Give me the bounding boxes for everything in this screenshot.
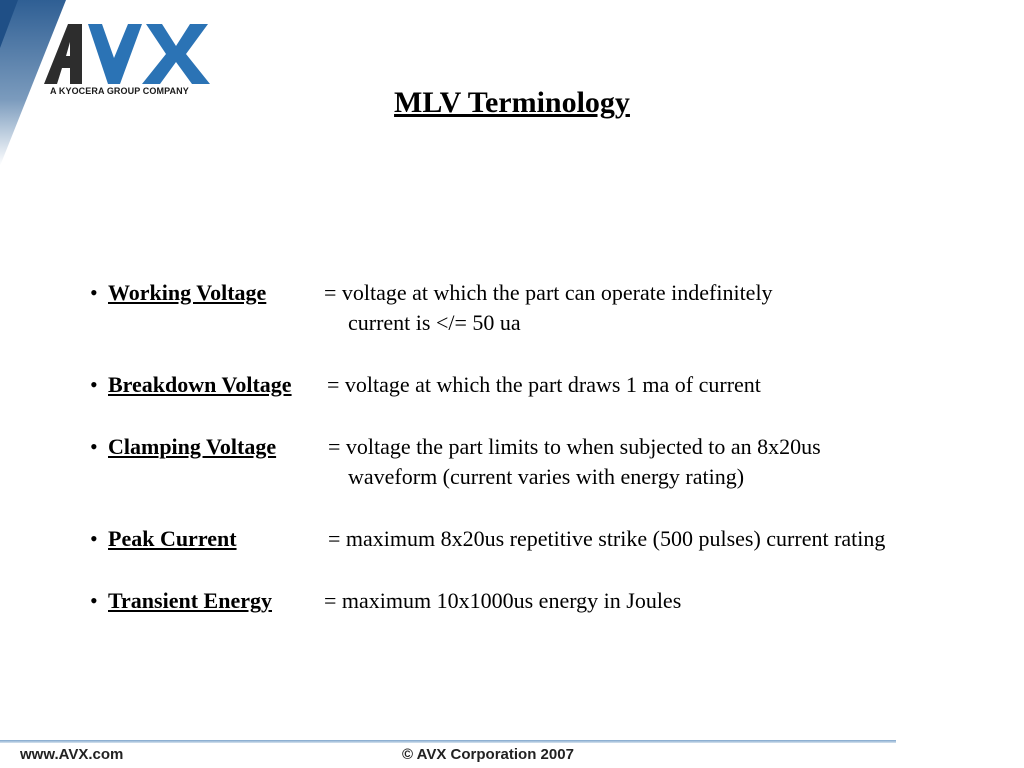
term-definition-continuation: current is </= 50 ua [348, 310, 521, 335]
avx-logo [44, 22, 214, 86]
term-name: Peak Current [108, 526, 237, 551]
bullet: • [90, 526, 98, 551]
term-definition: = maximum 10x1000us energy in Joules [324, 588, 682, 613]
bullet: • [90, 372, 98, 397]
term-name: Breakdown Voltage [108, 372, 292, 397]
term-name: Clamping Voltage [108, 434, 277, 459]
footer-divider [0, 740, 896, 743]
term-name: Transient Energy [108, 588, 272, 613]
bullet: • [90, 434, 98, 459]
term-definition: = voltage at which the part draws 1 ma of current [327, 372, 761, 397]
avx-logo-letter-a [44, 24, 82, 84]
term-definition: = maximum 8x20us repetitive strike (500 pulses) current rating [328, 526, 886, 551]
company-tagline: A KYOCERA GROUP COMPANY [50, 86, 189, 96]
term-definition-continuation: waveform (current varies with energy rating) [348, 464, 745, 489]
avx-logo-letter-v [88, 24, 142, 84]
footer-copyright: © AVX Corporation 2007 [402, 746, 574, 763]
term-definition: = voltage at which the part can operate indefinitely [324, 280, 773, 305]
avx-logo-letter-x [142, 24, 210, 84]
term-definition: = voltage the part limits to when subjected to an 8x20us [328, 434, 821, 459]
slide-title: MLV Terminology [394, 86, 630, 119]
footer-website: www.AVX.com [20, 746, 124, 763]
bullet: • [90, 588, 98, 613]
term-name: Working Voltage [108, 280, 267, 305]
bullet: • [90, 280, 98, 305]
